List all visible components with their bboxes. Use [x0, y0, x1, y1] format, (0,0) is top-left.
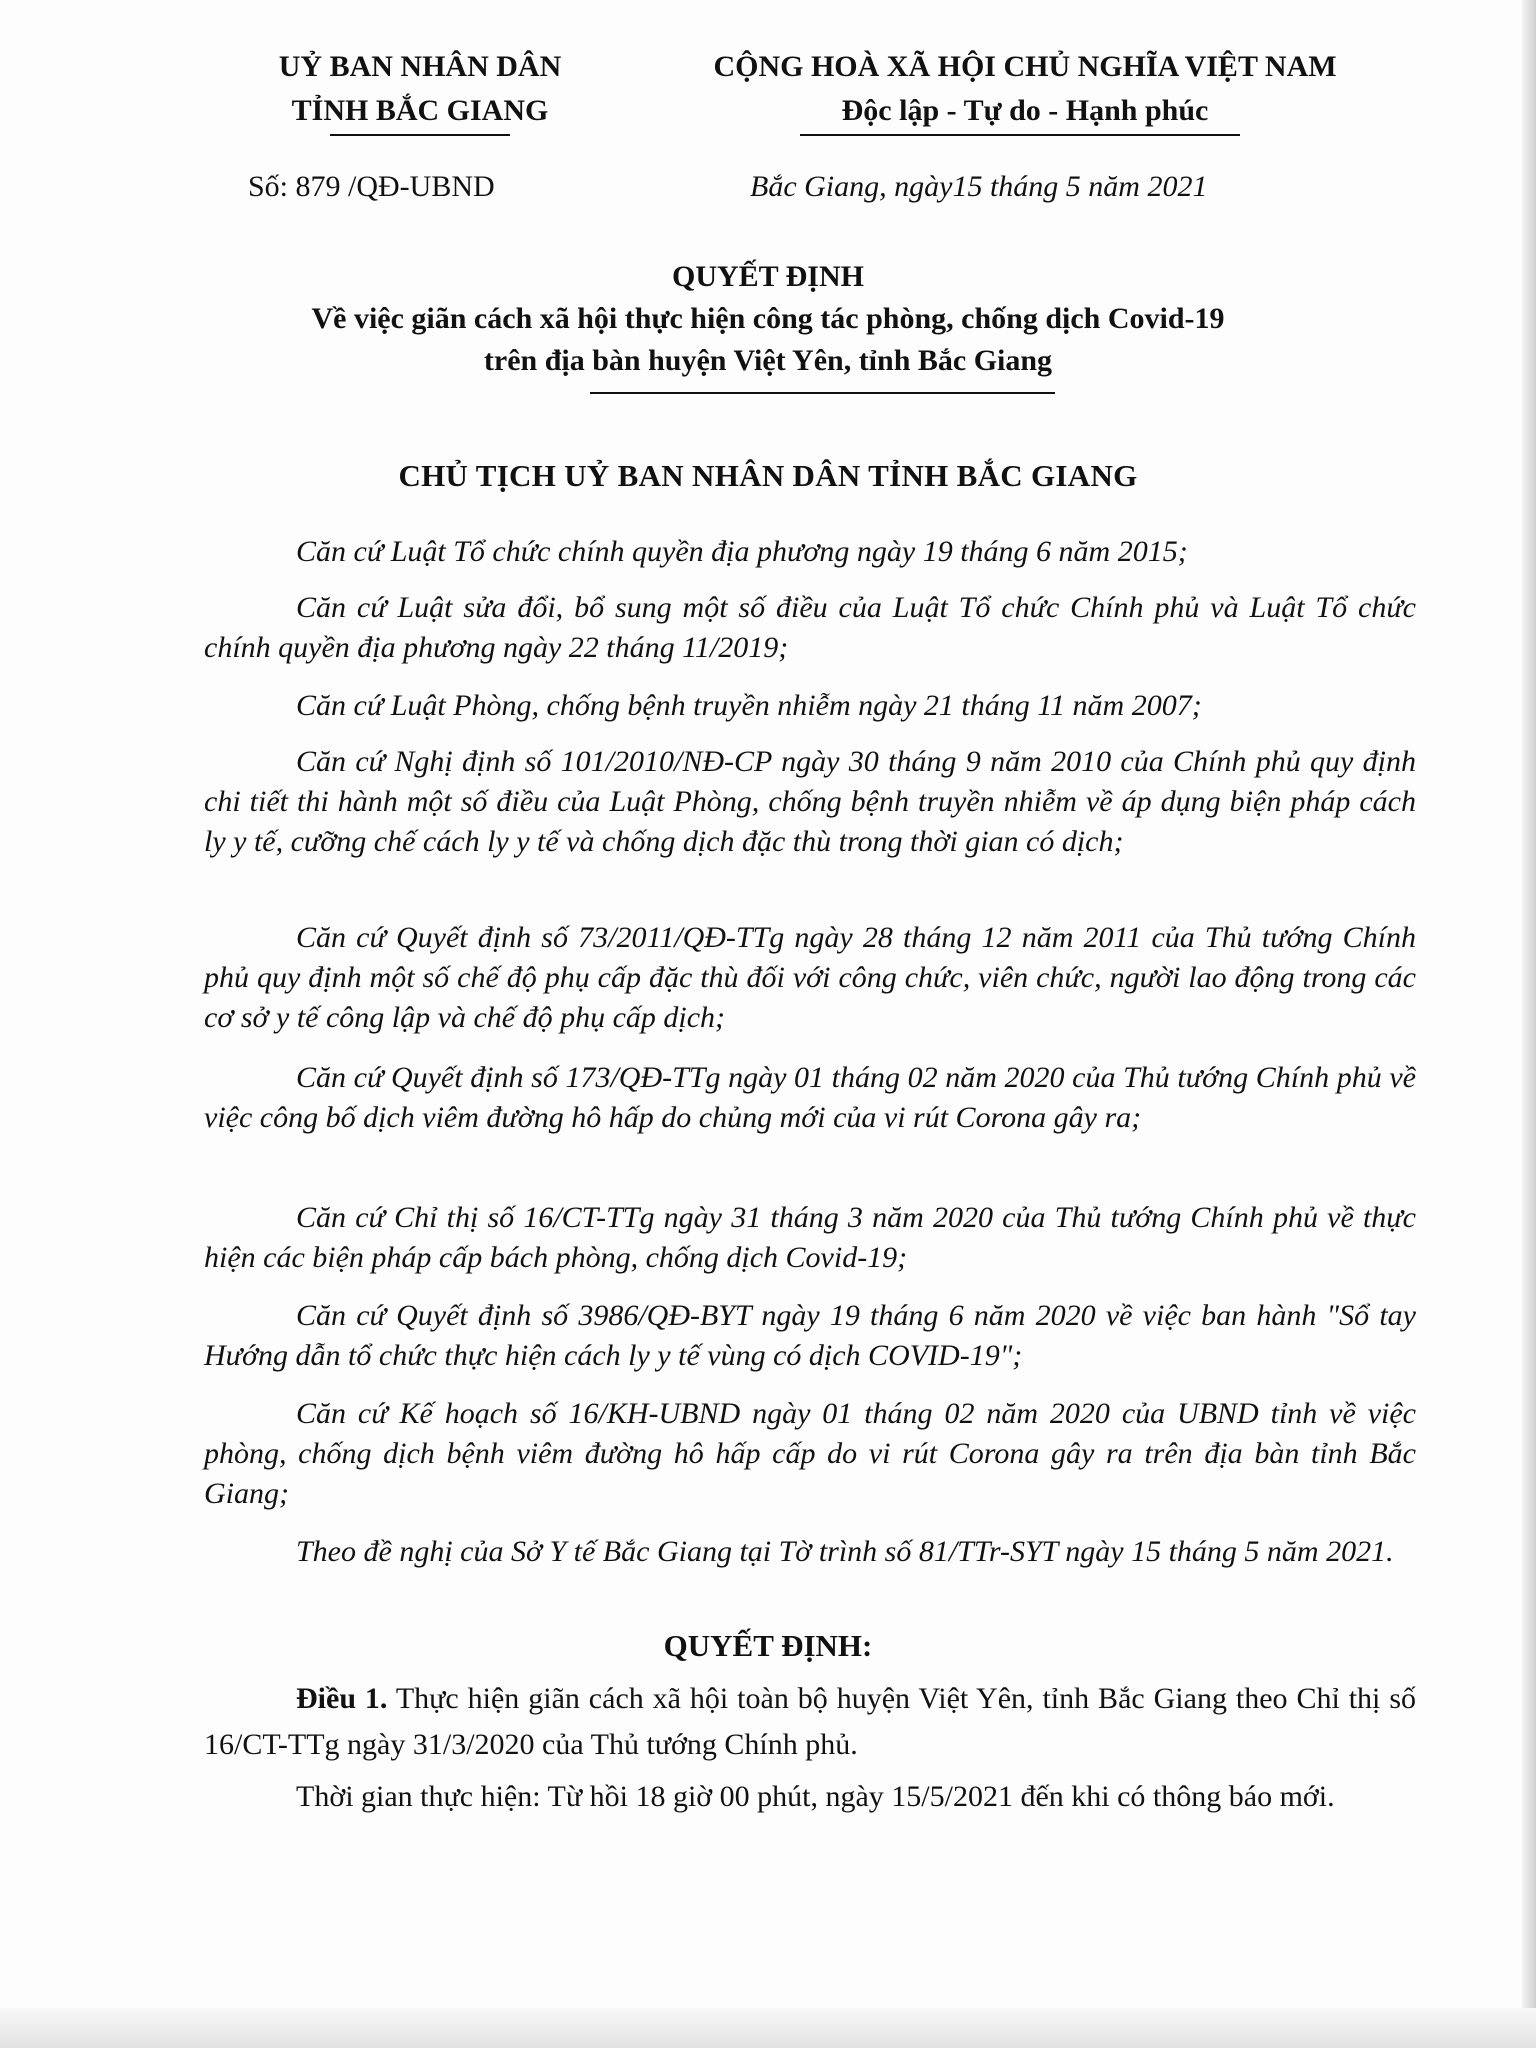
title-underline: [590, 392, 1055, 394]
article-1: [204, 1676, 1416, 1768]
legal-basis-9: Căn cứ Kế hoạch số 16/KH-UBND ngày 01 tháng 02 năm 2020 của UBND tỉnh về việc phòng, chống dịch bệnh viêm đường hô hấp cấp do vi rút Corona gây ra trên địa bàn tỉnh Bắc Giang;: [204, 1397, 1416, 1510]
decision-subject-line2: trên địa bàn huyện Việt Yên, tỉnh Bắc Giang: [483, 344, 1053, 377]
agency-name-line1: UỶ BAN NHÂN DÂN: [278, 50, 562, 83]
page-bottom-shadow: [0, 2008, 1536, 2048]
legal-basis-7: Căn cứ Chỉ thị số 16/CT-TTg ngày 31 tháng 3 năm 2020 của Thủ tướng Chính phủ về thực hiện các biện pháp cấp bách phòng, chống dịch Covid-19;: [204, 1201, 1416, 1274]
agency-underline: [330, 134, 510, 136]
article-1-text: Thực hiện giãn cách xã hội toàn bộ huyện Việt Yên, tỉnh Bắc Giang theo Chỉ thị số 16/CT-TTg ngày 31/3/2020 của Thủ tướng Chính phủ.: [204, 1682, 1416, 1761]
legal-basis-10: Theo đề nghị của Sở Y tế Bắc Giang tại Tờ trình số 81/TTr-SYT ngày 15 tháng 5 năm 2021.: [296, 1535, 1394, 1568]
legal-basis-2: Căn cứ Luật sửa đổi, bổ sung một số điều của Luật Tổ chức Chính phủ và Luật Tổ chức chính quyền địa phương ngày 22 tháng 11/2019;: [204, 591, 1416, 664]
place-date: Bắc Giang, ngày15 tháng 5 năm 2021: [750, 170, 1208, 203]
legal-basis-8: Căn cứ Quyết định số 3986/QĐ-BYT ngày 19 tháng 6 năm 2020 về việc ban hành "Sổ tay Hướng dẫn tổ chức thực hiện cách ly y tế vùng có dịch COVID-19";: [204, 1299, 1416, 1372]
implementation-time: Thời gian thực hiện: Từ hồi 18 giờ 00 phút, ngày 15/5/2021 đến khi có thông báo mới.: [296, 1780, 1335, 1813]
motto-underline: [800, 134, 1240, 136]
legal-basis-1: Căn cứ Luật Tổ chức chính quyền địa phương ngày 19 tháng 6 năm 2015;: [296, 535, 1188, 568]
nation-name: CỘNG HOÀ XÃ HỘI CHỦ NGHĨA VIỆT NAM: [713, 50, 1337, 83]
nation-motto: Độc lập - Tự do - Hạnh phúc: [841, 94, 1209, 127]
page-edge-shadow: [1522, 0, 1536, 2048]
agency-name-line2: TỈNH BẮC GIANG: [291, 94, 549, 127]
legal-basis-4: Căn cứ Nghị định số 101/2010/NĐ-CP ngày 30 tháng 9 năm 2010 của Chính phủ quy định chi tiết thi hành một số điều của Luật Phòng, chống bệnh truyền nhiễm về áp dụng biện pháp cách ly y tế, cưỡng chế cách ly y tế và chống dịch đặc thù trong thời gian có dịch;: [204, 745, 1416, 858]
legal-basis-3: Căn cứ Luật Phòng, chống bệnh truyền nhiễm ngày 21 tháng 11 năm 2007;: [296, 689, 1202, 722]
decision-title: QUYẾT ĐỊNH: [672, 260, 864, 293]
article-1-label: Điều 1.: [296, 1682, 388, 1715]
document-number: Số: 879 /QĐ-UBND: [248, 170, 495, 203]
legal-basis-6: Căn cứ Quyết định số 173/QĐ-TTg ngày 01 tháng 02 năm 2020 của Thủ tướng Chính phủ về việc công bố dịch viêm đường hô hấp do chủng mới của vi rút Corona gây ra;: [204, 1061, 1416, 1134]
issuing-authority: CHỦ TỊCH UỶ BAN NHÂN DÂN TỈNH BẮC GIANG: [398, 458, 1138, 493]
decision-heading: QUYẾT ĐỊNH:: [663, 1628, 873, 1663]
legal-basis-5: Căn cứ Quyết định số 73/2011/QĐ-TTg ngày 28 tháng 12 năm 2011 của Thủ tướng Chính phủ quy định một số chế độ phụ cấp đặc thù đối với công chức, viên chức, người lao động trong các cơ sở y tế công lập và chế độ phụ cấp dịch;: [204, 921, 1416, 1034]
decision-subject-line1: Về việc giãn cách xã hội thực hiện công tác phòng, chống dịch Covid-19: [311, 302, 1225, 335]
